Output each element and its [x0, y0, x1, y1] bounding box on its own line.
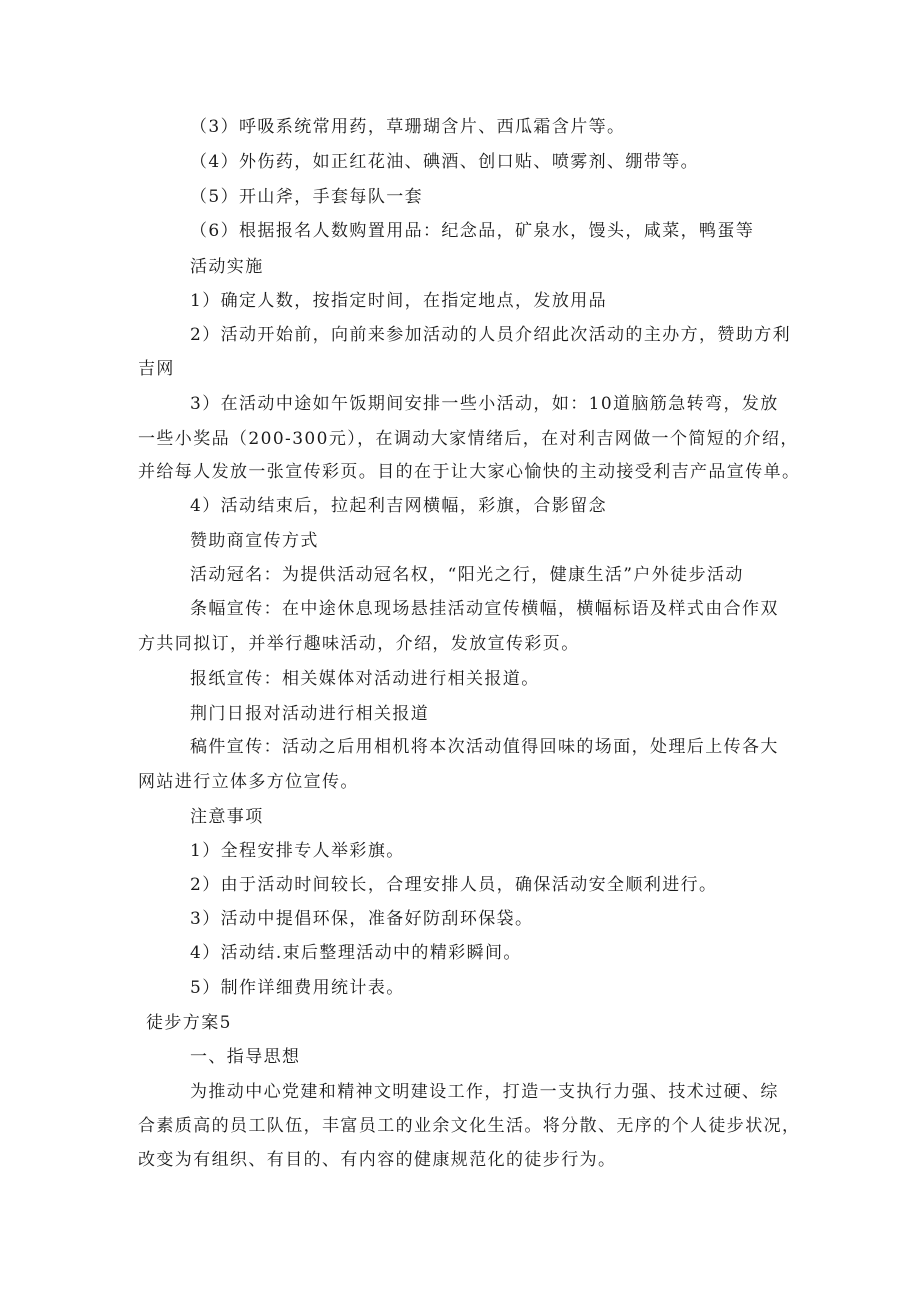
- text-line: （4）外伤药，如正红花油、碘酒、创口贴、喷雾剂、绷带等。: [190, 152, 700, 172]
- text-line: 5）制作详细费用统计表。: [190, 978, 405, 998]
- text-line: 4）活动结束后，拉起利吉网横幅，彩旗，合影留念: [190, 496, 608, 516]
- text-line: 吉网: [138, 359, 175, 379]
- text-line: 方共同拟订，并举行趣味活动，介绍，发放宣传彩页。: [138, 634, 580, 654]
- text-line: 条幅宣传：在中途休息现场悬挂活动宣传横幅，横幅标语及样式由合作双: [190, 599, 779, 619]
- text-line: 网站进行立体多方位宣传。: [138, 772, 359, 792]
- text-line: 稿件宣传：活动之后用相机将本次活动值得回味的场面，处理后上传各大: [190, 737, 779, 757]
- text-line: 报纸宣传：相关媒体对活动进行相关报道。: [190, 669, 540, 689]
- text-line: 3）活动中提倡环保，准备好防刮环保袋。: [190, 909, 534, 929]
- section-heading: 赞助商宣传方式: [190, 531, 319, 551]
- document-section-title: 徒步方案5: [146, 1013, 232, 1033]
- text-line: 合素质高的员工队伍，丰富员工的业余文化生活。将分散、无序的个人徒步状况，: [138, 1116, 801, 1136]
- text-line: 为推动中心党建和精神文明建设工作，打造一支执行力强、技术过硬、综: [190, 1082, 779, 1102]
- text-line: 2）活动开始前，向前来参加活动的人员介绍此次活动的主办方，赞助方利: [190, 325, 792, 345]
- text-line: 2）由于活动时间较长，合理安排人员，确保活动安全顺利进行。: [190, 875, 718, 895]
- text-line: 1）全程安排专人举彩旗。: [190, 841, 405, 861]
- text-line: 1）确定人数，按指定时间，在指定地点，发放用品: [190, 291, 608, 311]
- text-line: 4）活动结.束后整理活动中的精彩瞬间。: [190, 943, 522, 963]
- text-line: （6）根据报名人数购置用品：纪念品，矿泉水，馒头，咸菜，鸭蛋等: [190, 221, 755, 241]
- text-line: 改变为有组织、有目的、有内容的健康规范化的徒步行为。: [138, 1150, 617, 1170]
- text-line: （3）呼吸系统常用药，草珊瑚含片、西瓜霜含片等。: [190, 117, 626, 137]
- section-heading: 活动实施: [190, 257, 264, 277]
- section-heading: 一、指导思想: [190, 1047, 301, 1067]
- text-line: 一些小奖品（200-300元），在调动大家情绪后，在对利吉网做一个简短的介绍，: [138, 429, 799, 449]
- text-line: 3）在活动中途如午饭期间安排一些小活动，如：10道脑筋急转弯，发放: [190, 394, 779, 414]
- text-line: 并给每人发放一张宣传彩页。目的在于让大家心愉快的主动接受利吉产品宣传单。: [138, 462, 801, 482]
- text-line: （5）开山斧，手套每队一套: [190, 187, 424, 207]
- text-line: 活动冠名：为提供活动冠名权，“阳光之行，健康生活”户外徒步活动: [190, 565, 744, 585]
- section-heading: 注意事项: [190, 807, 264, 827]
- text-line: 荆门日报对活动进行相关报道: [190, 704, 430, 724]
